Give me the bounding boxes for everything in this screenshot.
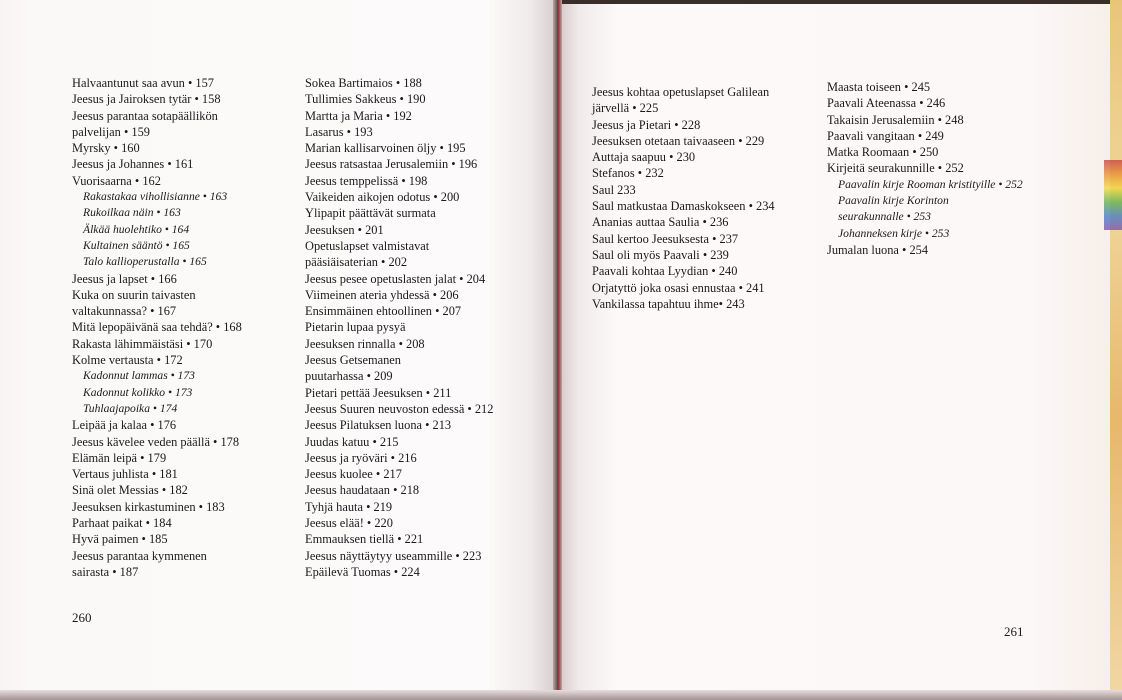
page-number-left: 260 (72, 610, 92, 625)
toc-entry: Maasta toiseen • 245 (827, 80, 931, 94)
toc-entry: Ananias auttaa Saulia • 236 (592, 215, 729, 230)
toc-subentry: Paavalin kirje Rooman kristityille • 252 (838, 177, 1023, 191)
toc-entry: Saul matkustaa Damaskokseen • 234 (592, 199, 775, 214)
rainbow-illustration-edge (1104, 160, 1122, 230)
toc-column-3 (592, 84, 817, 312)
toc-entry: Paavali Ateenassa • 246 (827, 96, 946, 111)
toc-entry: Jeesus Getsemanen (305, 353, 401, 368)
toc-entry: Hyvä paimen • 185 (72, 532, 168, 547)
toc-entry: Vertaus juhlista • 181 (72, 467, 178, 482)
toc-subentry: Paavalin kirje Korinton (838, 194, 949, 208)
toc-entry: Jeesus kuolee • 217 (305, 467, 402, 482)
toc-entry: Vaikeiden aikojen odotus • 200 (305, 190, 460, 205)
toc-entry: puutarhassa • 209 (305, 369, 393, 384)
toc-entry: järvellä • 225 (592, 101, 659, 116)
toc-entry: Jeesus näyttäytyy useammille • 223 (305, 548, 482, 563)
toc-subentry: Talo kallioperustalla • 165 (83, 255, 207, 269)
toc-subentry: Rukoilkaa näin • 163 (83, 206, 181, 220)
toc-entry: Tullimies Sakkeus • 190 (305, 92, 426, 107)
toc-entry: Jeesuksen otetaan taivaaseen • 229 (592, 133, 765, 148)
toc-entry: Kuka on suurin taivasten (72, 287, 196, 302)
toc-subentry: Rakastakaa vihollisianne • 163 (83, 190, 228, 204)
toc-subentry: seurakunnalle • 253 (838, 210, 931, 224)
toc-entry: Vuorisaarna • 162 (72, 173, 161, 188)
toc-entry: Matka Roomaan • 250 (827, 145, 939, 160)
toc-entry: Emmauksen tiellä • 221 (305, 532, 424, 547)
toc-entry: Ylipapit päättävät surmata (305, 206, 436, 221)
toc-entry: Paavali vangitaan • 249 (827, 128, 944, 143)
toc-entry: Orjatyttö joka osasi ennustaa • 241 (592, 280, 765, 295)
book-bottom-edge (0, 690, 1122, 700)
toc-entry: Jeesus parantaa sotapäällikön (72, 108, 218, 123)
toc-entry: Jeesus ja Pietari • 228 (592, 117, 701, 132)
toc-entry: Jeesuksen • 201 (305, 222, 384, 237)
toc-subentry: Kadonnut kolikko • 173 (83, 385, 193, 399)
toc-entry: Ensimmäinen ehtoollinen • 207 (305, 304, 462, 319)
toc-entry: Auttaja saapuu • 230 (592, 150, 696, 165)
toc-entry: Lasarus • 193 (305, 124, 373, 139)
toc-entry: Jumalan luona • 254 (827, 242, 929, 257)
toc-entry: valtakunnassa? • 167 (72, 304, 177, 319)
toc-entry: Marian kallisarvoinen öljy • 195 (305, 141, 466, 156)
toc-entry: sairasta • 187 (72, 564, 139, 579)
toc-entry: Jeesus Suuren neuvoston edessä • 212 (305, 401, 494, 416)
toc-entry: Opetuslapset valmistavat (305, 238, 430, 253)
toc-entry: Jeesus kävelee veden päällä • 178 (72, 434, 240, 449)
toc-entry: Saul oli myös Paavali • 239 (592, 247, 729, 262)
toc-entry: Elämän leipä • 179 (72, 450, 167, 465)
toc-entry: Jeesus kohtaa opetuslapset Galilean (592, 85, 770, 99)
toc-column-1 (72, 75, 287, 580)
toc-entry: Jeesuksen kirkastuminen • 183 (72, 499, 225, 514)
toc-entry: Jeesus elää! • 220 (305, 516, 393, 531)
toc-column-2 (305, 75, 537, 580)
toc-entry: Kirjeitä seurakunnille • 252 (827, 161, 964, 176)
toc-entry: Stefanos • 232 (592, 166, 664, 181)
toc-entry: Saul 233 (592, 182, 636, 197)
toc-entry: Kolme vertausta • 172 (72, 353, 183, 368)
toc-entry: Martta ja Maria • 192 (305, 108, 412, 123)
toc-entry: Jeesus ja Johannes • 161 (72, 157, 194, 172)
toc-entry: Saul kertoo Jeesuksesta • 237 (592, 231, 739, 246)
toc-entry: Sokea Bartimaios • 188 (305, 76, 422, 90)
page-number-right: 261 (1004, 624, 1024, 639)
toc-entry: Jeesuksen rinnalla • 208 (305, 336, 425, 351)
toc-entry: Viimeinen ateria yhdessä • 206 (305, 287, 459, 302)
left-page (0, 0, 553, 690)
toc-entry: Pietari pettää Jeesuksen • 211 (305, 385, 452, 400)
toc-entry: Tyhjä hauta • 219 (305, 499, 393, 514)
toc-entry: Jeesus temppelissä • 198 (305, 173, 428, 188)
toc-entry: Vankilassa tapahtuu ihme• 243 (592, 296, 745, 311)
toc-entry: Jeesus ja ryöväri • 216 (305, 450, 417, 465)
toc-entry: Juudas katuu • 215 (305, 434, 399, 449)
toc-subentry: Tuhlaajapoika • 174 (83, 401, 178, 415)
toc-entry: Parhaat paikat • 184 (72, 516, 172, 531)
toc-entry: Jeesus Pilatuksen luona • 213 (305, 418, 452, 433)
book-gutter (553, 0, 562, 700)
toc-entry: Jeesus ratsastaa Jerusalemiin • 196 (305, 157, 478, 172)
toc-entry: Jeesus haudataan • 218 (305, 483, 420, 498)
toc-subentry: Johanneksen kirje • 253 (838, 226, 950, 240)
book-cover-edge (1110, 0, 1122, 700)
right-page (562, 4, 1110, 690)
toc-subentry: Kultainen sääntö • 165 (83, 238, 190, 252)
toc-column-4 (827, 79, 1067, 258)
toc-entry: Jeesus ja Jairoksen tytär • 158 (72, 92, 221, 107)
toc-entry: Jeesus ja lapset • 166 (72, 271, 177, 286)
toc-entry: palvelijan • 159 (72, 124, 150, 139)
toc-entry: Pietarin lupaa pysyä (305, 320, 406, 335)
toc-subentry: Kadonnut lammas • 173 (83, 369, 195, 383)
toc-entry: pääsiäisaterian • 202 (305, 255, 408, 270)
toc-entry: Halvaantunut saa avun • 157 (72, 76, 214, 90)
toc-entry: Jeesus pesee opetuslasten jalat • 204 (305, 271, 486, 286)
toc-entry: Jeesus parantaa kymmenen (72, 548, 207, 563)
toc-entry: Paavali kohtaa Lyydian • 240 (592, 264, 738, 279)
toc-entry: Sinä olet Messias • 182 (72, 483, 188, 498)
toc-entry: Leipää ja kalaa • 176 (72, 418, 177, 433)
toc-entry: Takaisin Jerusalemiin • 248 (827, 112, 964, 127)
toc-entry: Mitä lepopäivänä saa tehdä? • 168 (72, 320, 242, 335)
toc-subentry: Älkää huolehtiko • 164 (83, 222, 190, 236)
toc-entry: Rakasta lähimmäistäsi • 170 (72, 336, 213, 351)
toc-entry: Epäilevä Tuomas • 224 (305, 564, 420, 579)
toc-entry: Myrsky • 160 (72, 141, 140, 156)
